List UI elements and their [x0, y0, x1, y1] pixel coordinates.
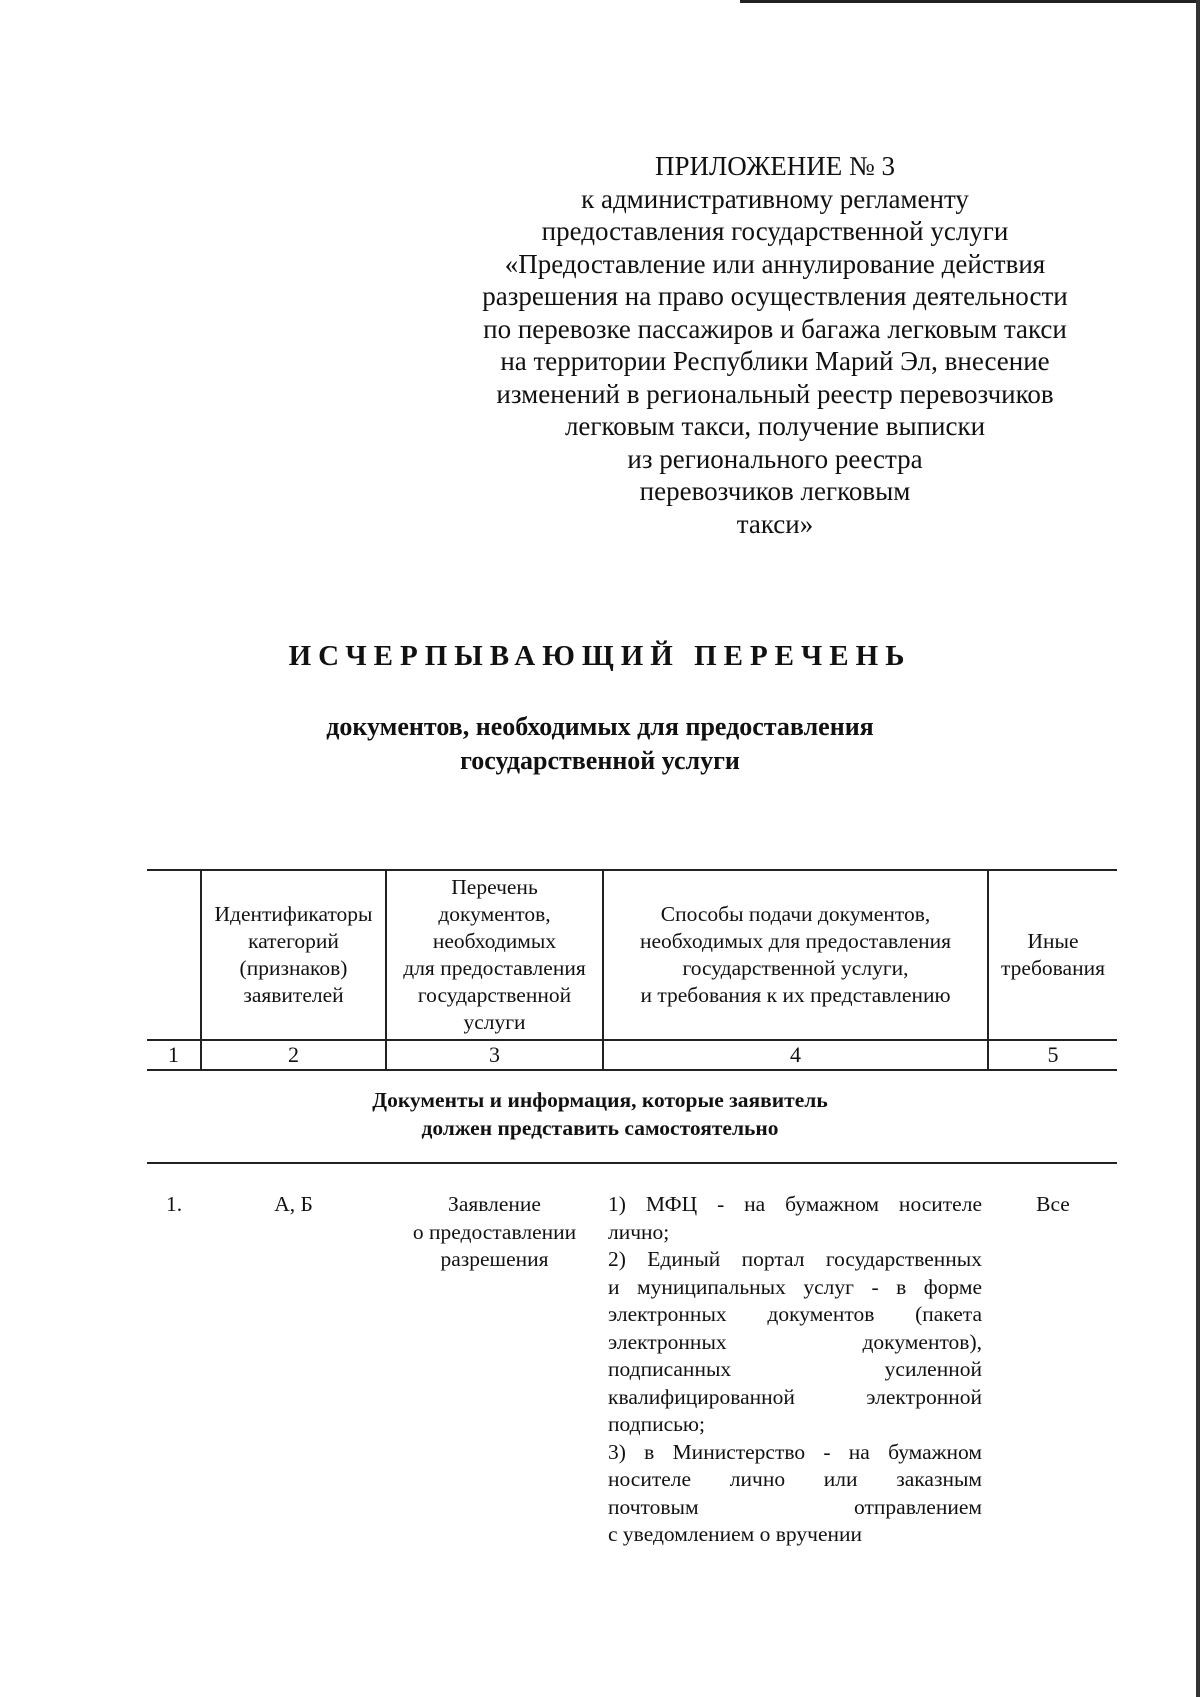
header-text: требования	[1001, 956, 1105, 980]
appendix-line: к административному регламенту	[581, 183, 969, 214]
appendix-line: предоставления государственной услуги	[541, 216, 1009, 246]
method-line: и муниципальных услуг - в форме	[608, 1274, 982, 1299]
appendix-line: перевозчиков легковым	[639, 476, 911, 506]
method-line: 1) МФЦ - на бумажном носителе	[608, 1192, 982, 1216]
method-line: с уведомлением о вручении	[608, 1522, 863, 1546]
method-line: лично;	[608, 1219, 670, 1244]
header-text: необходимых для предоставления	[639, 929, 952, 953]
appendix-line: на территории Республики Марий Эл, внесение	[500, 346, 1050, 376]
appendix-header	[470, 150, 1080, 540]
header-text: Иные	[1027, 929, 1079, 953]
header-submission-methods	[604, 871, 987, 1039]
column-number: 2	[288, 1042, 299, 1067]
header-text: услуги	[463, 1010, 526, 1034]
row-categories: А, Б	[274, 1192, 313, 1216]
column-number: 5	[1047, 1042, 1059, 1067]
header-text: заявителей	[243, 983, 344, 1007]
appendix-line: «Предоставление или аннулирование действия	[504, 248, 1046, 279]
appendix-line: по перевозке пассажиров и багажа легковым такси	[483, 313, 1067, 344]
section-bottom-rule	[147, 1162, 1117, 1164]
method-line: 3) в Министерство - на бумажном	[608, 1439, 982, 1464]
scan-edge-right	[1196, 0, 1200, 1697]
appendix-line: такси»	[736, 508, 814, 539]
method-line: подписанных усиленной	[608, 1357, 982, 1381]
header-text: категорий	[248, 929, 339, 953]
header-documents-list	[387, 871, 602, 1039]
appendix-line: из регионального реестра	[627, 443, 923, 474]
appendix-line: легковым такси, получение выписки	[564, 411, 986, 441]
header-text: (признаков)	[239, 956, 348, 980]
scan-edge-top	[740, 0, 1200, 3]
appendix-title: ПРИЛОЖЕНИЕ № 3	[654, 151, 896, 181]
header-text: документов,	[438, 902, 551, 926]
method-line: 2) Единый портал государственных	[608, 1247, 982, 1271]
header-text: Перечень	[451, 875, 538, 899]
column-number: 3	[489, 1042, 500, 1067]
row-document	[387, 1191, 602, 1274]
subtitle-line: государственной услуги	[460, 746, 740, 775]
appendix-line: изменений в региональный реестр перевозчиков	[496, 378, 1054, 409]
section-heading	[0, 1086, 1200, 1142]
document-line: разрешения	[440, 1247, 549, 1271]
method-line: почтовым отправлением	[608, 1494, 982, 1519]
column-number: 4	[790, 1042, 801, 1067]
document-line: Заявление	[448, 1192, 541, 1216]
subtitle-line: документов, необходимых для предоставления	[326, 712, 874, 741]
header-text: Идентификаторы	[214, 902, 373, 926]
row-submission-methods	[608, 1191, 982, 1549]
header-text: и требования к их представлению	[640, 983, 951, 1007]
header-text: для предоставления	[403, 956, 586, 980]
header-applicant-categories	[202, 871, 385, 1039]
row-number: 1.	[166, 1192, 183, 1216]
method-line: подписью;	[608, 1412, 705, 1436]
method-line: электронных документов),	[608, 1329, 982, 1354]
appendix-line: разрешения на право осуществления деятельности	[482, 281, 1068, 311]
document-subtitle	[0, 710, 1200, 778]
method-line: носителе лично или заказным	[608, 1467, 982, 1491]
header-text: государственной услуги,	[682, 956, 909, 980]
header-text: Способы подачи документов,	[660, 902, 931, 926]
document-title: ИСЧЕРПЫВАЮЩИЙ ПЕРЕЧЕНЬ	[288, 640, 912, 672]
method-line: квалифицированной электронной	[608, 1384, 982, 1409]
method-line: электронных документов (пакета	[608, 1302, 982, 1326]
document-line: о предоставлении	[412, 1219, 577, 1244]
row-other-requirements: Все	[1036, 1192, 1070, 1216]
section-heading-line: должен представить самостоятельно	[421, 1116, 779, 1140]
section-heading-line: Документы и информация, которые заявитель	[372, 1088, 828, 1112]
header-text: государственной	[417, 983, 572, 1007]
column-number: 1	[168, 1042, 179, 1067]
header-text: необходимых	[432, 929, 557, 953]
header-other-requirements	[989, 871, 1117, 1039]
